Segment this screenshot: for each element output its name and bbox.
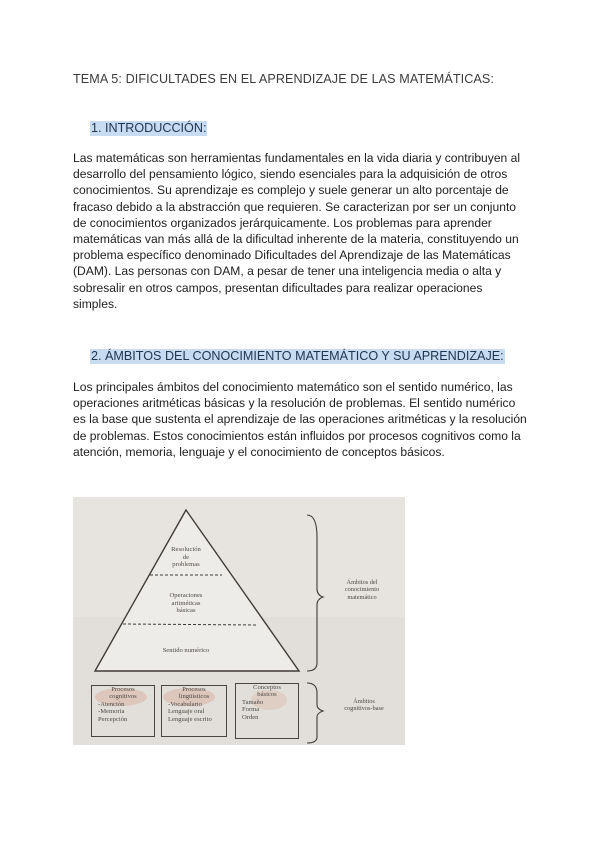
pyramid-level-top xyxy=(151,546,221,569)
text-line: fracaso debido a la abstracción que requieren. Se caracterizan por ser un conjunto xyxy=(73,199,517,214)
brace-label-line: Ámbitos del xyxy=(346,579,378,586)
box-title-line: lingüísticos xyxy=(178,693,210,701)
box-title-line: básicos xyxy=(257,691,277,699)
box-item: Lenguaje oral xyxy=(168,708,205,716)
box-item: -Atención xyxy=(98,700,125,708)
text-line: conocimientos. Su aprendizaje es complejo y suele generar un alto porcentaje de xyxy=(73,183,509,198)
pyramid-top-line: de xyxy=(182,553,190,561)
text-line: operaciones aritméticas básicas y la resolución de problemas. El sentido numérico xyxy=(73,396,516,411)
text-line: problema específico denominado Dificultades del Aprendizaje de las Matemáticas xyxy=(73,248,511,263)
pyramid-middle-line: Operaciones xyxy=(169,592,203,599)
box-procesos-cognitivos xyxy=(91,685,155,737)
text-line: (DAM). Las personas con DAM, a pesar de tener una inteligencia media o alta y xyxy=(73,264,502,279)
box-item: -Memoria xyxy=(98,708,125,716)
text-line: Los principales ámbitos del conocimiento matemático son el sentido numérico, las xyxy=(73,380,513,394)
pyramid-level-middle xyxy=(151,592,221,615)
pyramid-figure xyxy=(73,497,405,745)
pyramid-top-line: problemas xyxy=(172,561,200,569)
box-title-line: Procesos xyxy=(111,686,135,693)
box-title-line: Conceptos xyxy=(253,684,281,691)
section-heading-introduccion: 1. INTRODUCCIÓN: xyxy=(91,121,207,135)
pyramid-middle-line: aritméticas xyxy=(171,599,201,607)
paragraph-introduccion xyxy=(73,150,533,312)
text-line: es la base que sustenta el aprendizaje de las operaciones aritméticas y la resolución xyxy=(73,412,527,427)
text-line: Las matemáticas son herramientas fundamentales en la vida diaria y contribuyen al xyxy=(73,151,521,165)
brace-label-line: conocimiento xyxy=(344,586,380,594)
text-line: sobresalir en otros campos, presentan dificultades para realizar operaciones xyxy=(73,280,483,295)
box-item: -Vocabulario xyxy=(168,700,202,708)
text-line: de problemas. Estos conocimientos están influidos por procesos cognitivos como la xyxy=(73,428,521,443)
text-line: simples. xyxy=(73,296,118,311)
text-line: atención, memoria, lenguaje y el conocimiento de conceptos básicos. xyxy=(73,444,445,459)
pyramid-top-line: Resolución xyxy=(171,546,201,553)
paragraph-ambitos xyxy=(73,379,533,460)
box-conceptos-basicos xyxy=(235,683,299,739)
box-item: Orden xyxy=(242,713,259,721)
section-heading-ambitos: 2. ÁMBITOS DEL CONOCIMIENTO MATEMÁTICO Y SU APRENDIZAJE: xyxy=(91,349,504,363)
pyramid-middle-line: básicas xyxy=(176,607,196,615)
text-line: matemáticas van más allá de la dificultad inherente de la materia, constituyendo un xyxy=(73,232,519,247)
brace-label-line: cognitivos-base xyxy=(344,705,384,713)
box-title-line: Procesos xyxy=(182,686,206,693)
text-line: desarrollo del pensamiento lógico, siendo esenciales para la adquisición de otros xyxy=(73,167,508,182)
document-title: TEMA 5: DIFICULTADES EN EL APRENDIZAJE DE LAS MATEMÁTICAS: xyxy=(73,72,495,86)
box-item: Lenguaje escrito xyxy=(168,715,212,723)
brace-label-line: Ámbitos xyxy=(353,698,375,705)
text-line: de conocimientos organizados jerárquicamente. Los problemas para aprender xyxy=(73,215,492,230)
box-procesos-linguisticos xyxy=(161,685,227,737)
box-item: Tamaño xyxy=(242,698,264,706)
box-item: Percepción xyxy=(98,715,128,723)
brace-label-line: matemático xyxy=(347,593,377,601)
box-item: Forma xyxy=(242,706,260,714)
brace-label-lower xyxy=(329,698,399,713)
pyramid-level-base: Sentido numérico xyxy=(162,647,210,654)
brace-label-upper xyxy=(329,579,395,601)
box-title-line: cognitivos xyxy=(109,693,137,701)
